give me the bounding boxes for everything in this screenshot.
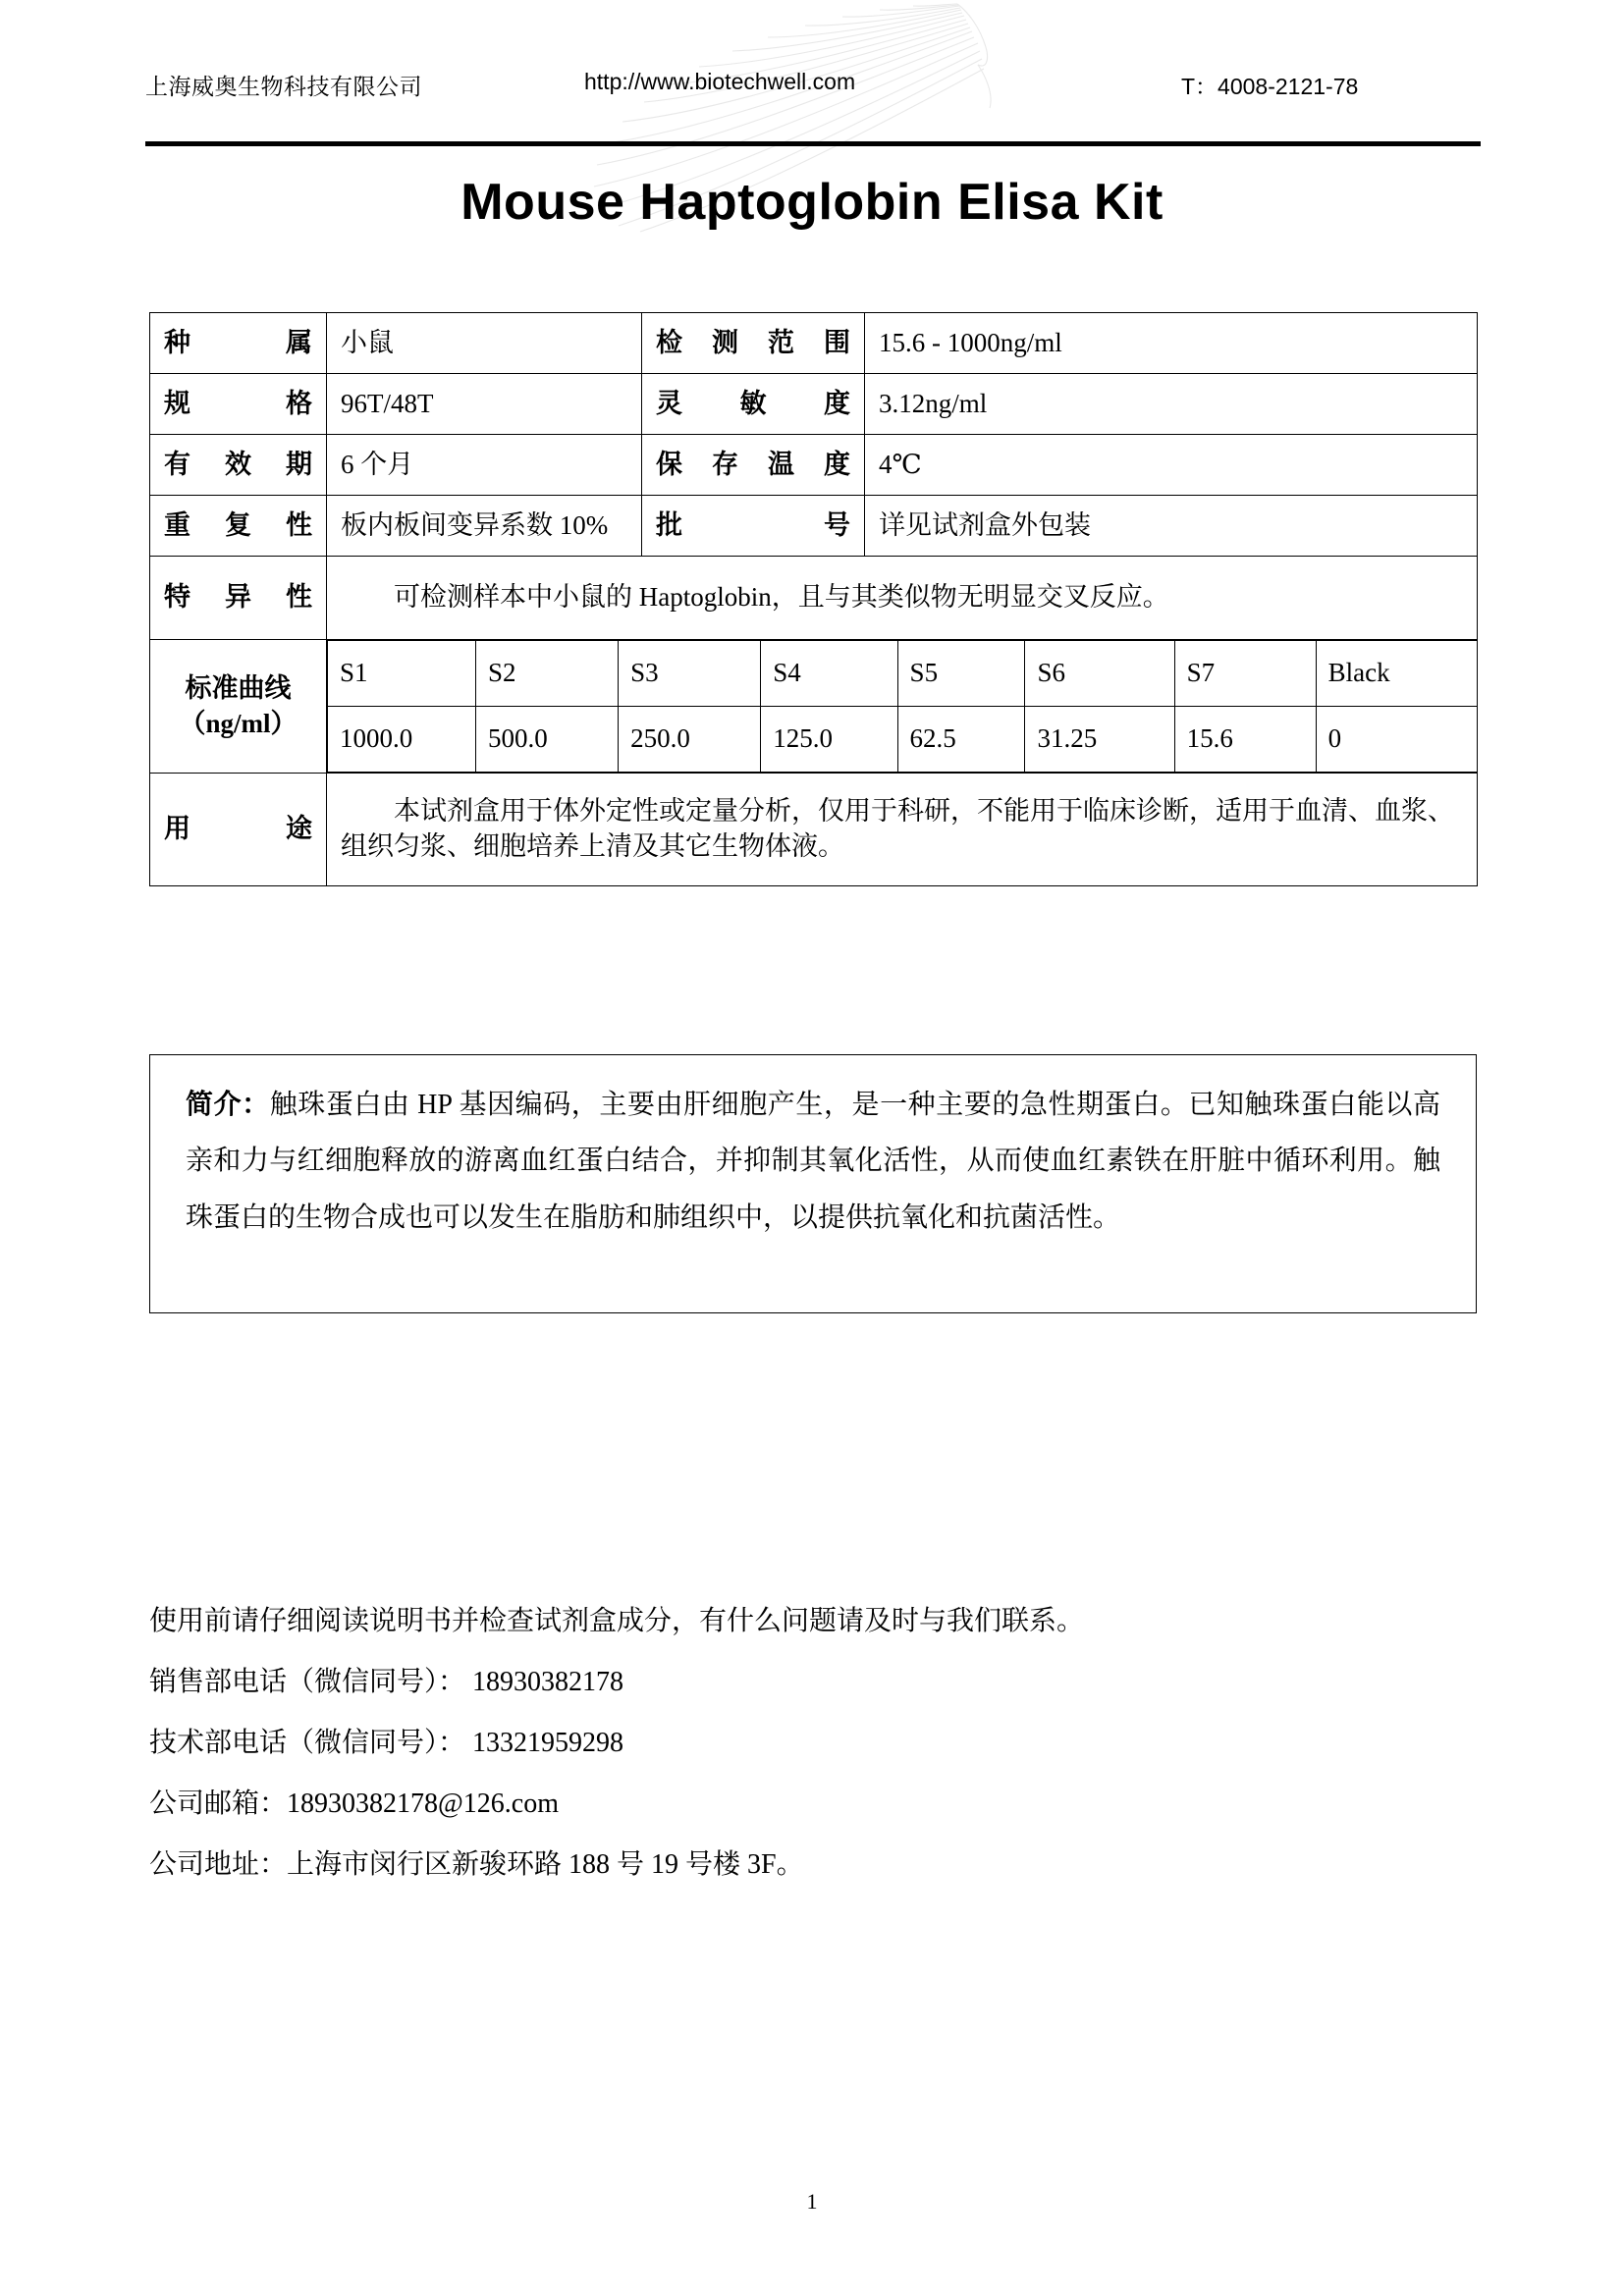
page-header (145, 55, 1481, 126)
table-row (150, 435, 1478, 496)
row-label-size: 规 格 (150, 374, 327, 435)
page-number: 1 (806, 2189, 818, 2214)
contact-sales-phone: 销售部电话（微信同号）： 18930382178 (149, 1667, 624, 1697)
sc-header-blank: Black (1316, 641, 1477, 707)
sc-value-s6: 31.25 (1025, 707, 1174, 773)
usage-text: 本试剂盒用于体外定性或定量分析，仅用于科研，不能用于临床诊断，适用于血清、血浆、组织匀浆、细胞培养上清及其它生物体液。 (341, 796, 1454, 861)
contact-note: 使用前请仔细阅读说明书并检查试剂盒成分，有什么问题请及时与我们联系。 (149, 1606, 1085, 1636)
sc-value-s4: 125.0 (761, 707, 897, 773)
sc-header-s6: S6 (1025, 641, 1174, 707)
sc-header-s1: S1 (328, 641, 476, 707)
standard-curve-header-row (328, 641, 1478, 707)
row-label-sensitivity: 灵 敏 度 (642, 374, 865, 435)
contact-block (149, 1608, 1485, 1912)
table-row (150, 774, 1478, 886)
table-row (150, 496, 1478, 557)
sc-header-s7: S7 (1174, 641, 1316, 707)
row-label-species: 种 属 (150, 313, 327, 374)
row-value-usage (327, 774, 1478, 886)
row-label-specificity: 特 异 性 (150, 557, 327, 640)
standard-curve-row (150, 640, 1478, 774)
sc-header-s2: S2 (475, 641, 618, 707)
sc-value-s3: 250.0 (619, 707, 761, 773)
sc-header-s5: S5 (897, 641, 1025, 707)
contact-tech-phone: 技术部电话（微信同号）： 13321959298 (149, 1728, 624, 1758)
header-divider (145, 141, 1481, 146)
row-label-batch-number: 批 号 (642, 496, 865, 557)
sc-header-s4: S4 (761, 641, 897, 707)
row-value-validity: 6 个月 (327, 435, 642, 496)
standard-curve-grid (327, 640, 1478, 774)
sc-value-blank: 0 (1316, 707, 1477, 773)
sc-value-s7: 15.6 (1174, 707, 1316, 773)
header-company-name: 上海威奥生物科技有限公司 (145, 74, 422, 99)
specificity-text: 可检测样本中小鼠的 Haptoglobin，且与其类似物无明显交叉反应。 (394, 582, 1169, 613)
sc-value-s2: 500.0 (475, 707, 618, 773)
introduction-box (149, 1054, 1477, 1313)
contact-address: 公司地址：上海市闵行区新骏环路 188 号 19 号楼 3F。 (149, 1849, 804, 1880)
sc-value-s5: 62.5 (897, 707, 1025, 773)
header-website-url[interactable]: http://www.biotechwell.com (584, 69, 856, 94)
sc-header-s3: S3 (619, 641, 761, 707)
sc-value-s1: 1000.0 (328, 707, 476, 773)
row-label-storage-temperature: 保存温度 (642, 435, 865, 496)
row-value-storage-temperature: 4℃ (865, 435, 1478, 496)
table-row (150, 557, 1478, 640)
standard-curve-label-line1: 标准曲线 (185, 672, 292, 703)
standard-curve-label-line2: （ng/ml） (179, 708, 298, 738)
row-value-detection-range: 15.6 - 1000ng/ml (865, 313, 1478, 374)
table-row (150, 374, 1478, 435)
table-row (150, 313, 1478, 374)
row-value-specificity (327, 557, 1478, 640)
introduction-label: 简介： (186, 1090, 270, 1120)
row-label-detection-range: 检测范围 (642, 313, 865, 374)
header-telephone: T：4008-2121-78 (1181, 74, 1359, 99)
row-value-species: 小鼠 (327, 313, 642, 374)
standard-curve-table (327, 640, 1478, 773)
row-label-validity: 有 效 期 (150, 435, 327, 496)
row-label-usage: 用 途 (150, 774, 327, 886)
introduction-text: 触珠蛋白由 HP 基因编码，主要由肝细胞产生，是一种主要的急性期蛋白。已知触珠蛋白能以高亲和力与红细胞释放的游离血红蛋白结合，并抑制其氧化活性，从而使血红素铁在肝脏中循环利用。触珠蛋白的生物合成也可以发生在脂肪和肺组织中，以提供抗氧化和抗菌活性。 (186, 1090, 1440, 1233)
row-value-batch-number: 详见试剂盒外包装 (865, 496, 1478, 557)
row-value-repeatability: 板内板间变异系数 10% (327, 496, 642, 557)
specification-table (149, 312, 1478, 886)
standard-curve-value-row (328, 707, 1478, 773)
row-value-size: 96T/48T (327, 374, 642, 435)
page-title: Mouse Haptoglobin Elisa Kit (460, 174, 1164, 231)
row-label-standard-curve (150, 640, 327, 774)
introduction-paragraph (150, 1055, 1476, 1246)
row-value-sensitivity: 3.12ng/ml (865, 374, 1478, 435)
row-label-repeatability: 重 复 性 (150, 496, 327, 557)
contact-email: 公司邮箱：18930382178@126.com (149, 1789, 559, 1819)
